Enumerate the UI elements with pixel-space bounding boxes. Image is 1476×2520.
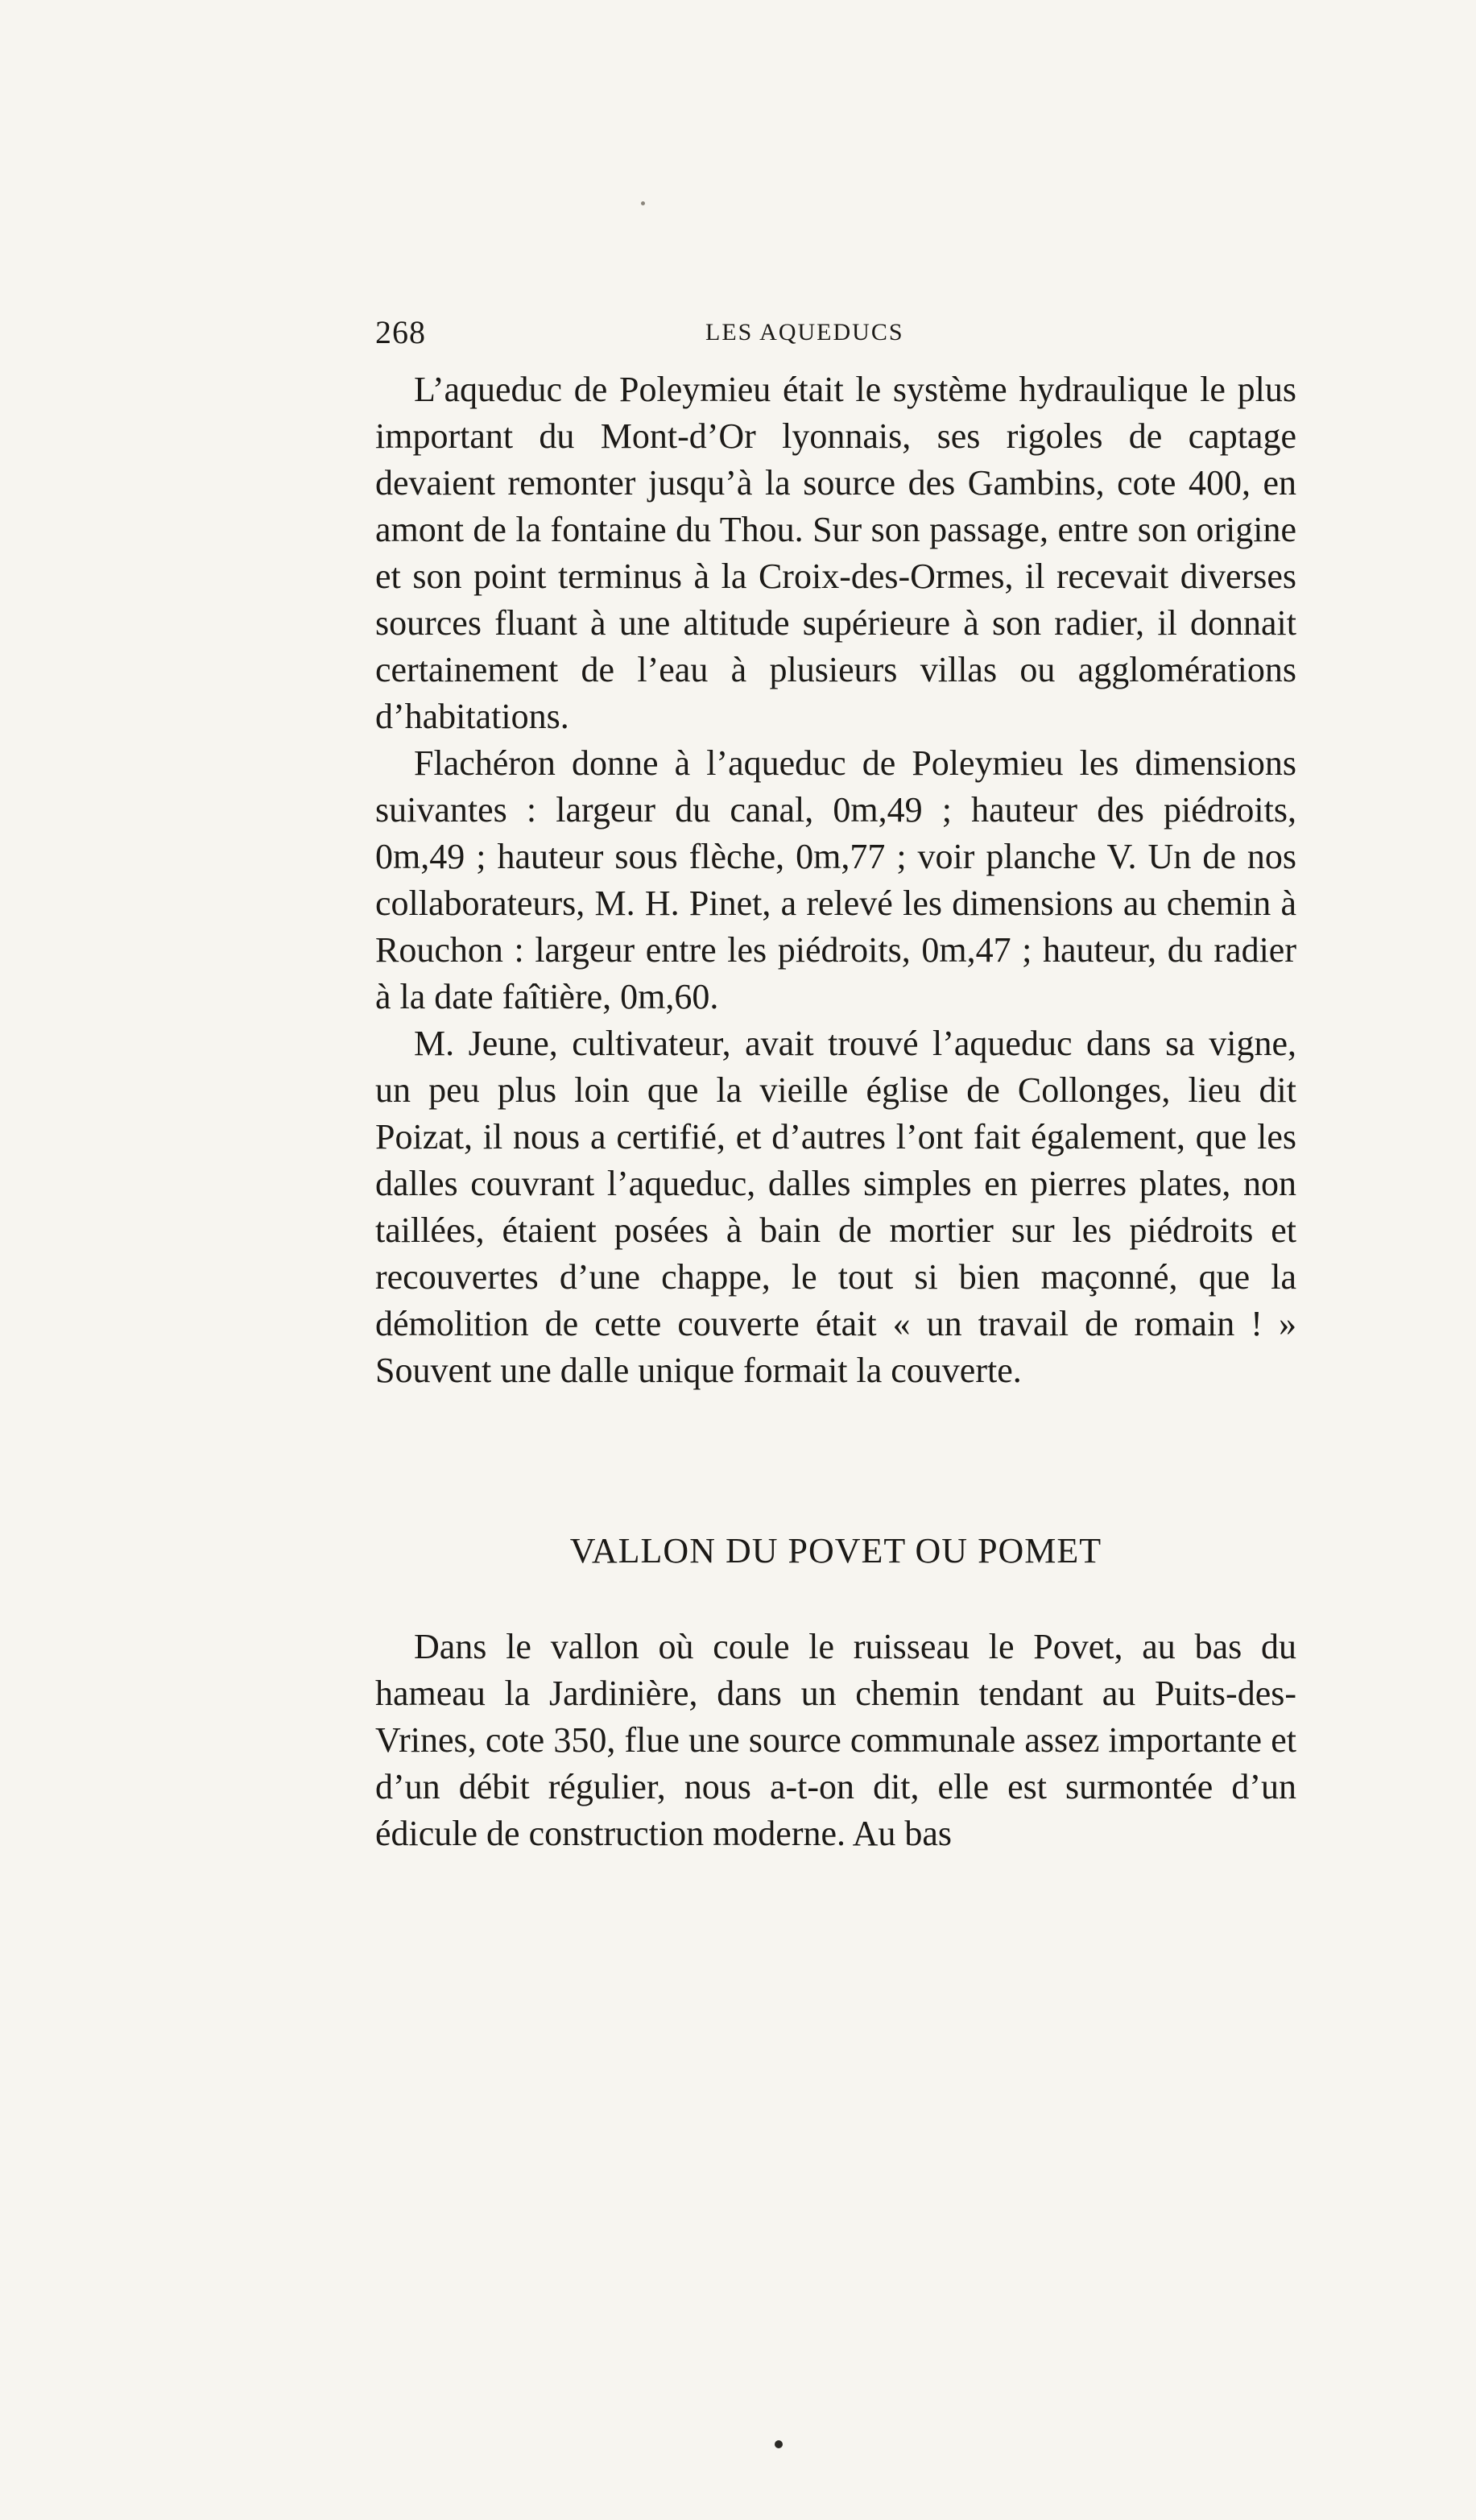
paragraph-aqueduc-poleymieu: L’aqueduc de Poleymieu était le système hydraulique le plus important du Mont-d’Or lyonnais, ses rigoles de captage devaient remonter jusqu’à la source des Gambins, cote 400, en amont de la fontaine du Thou. Sur son passage, entre son origine et son point terminus à la Croix-des-Ormes, il recevait diverses sources fluant à une altitude supérieure à son radier, il donnait certainement de l’eau à plusieurs villas ou agglomérations d’habitations. xyxy=(375,370,1296,736)
bottom-ornament-dot xyxy=(775,2440,783,2448)
paragraph-dimensions: Flachéron donne à l’aqueduc de Poleymieu les dimensions suivantes : largeur du canal, 0m,49 ; hauteur des piédroits, 0m,49 ; hauteur sous flèche, 0m,77 ; voir planche V. Un de nos collaborateurs, M. H. Pinet, a relevé les dimensions au chemin à Rouchon : largeur entre les piédroits, 0m,47 ; hauteur, du radier à la date faîtière, 0m,60. xyxy=(375,743,1296,1016)
section-heading: VALLON DU POVET OU POMET xyxy=(569,1531,1102,1570)
page-number: 268 xyxy=(375,314,426,350)
specks xyxy=(641,201,645,205)
main-text xyxy=(375,366,1296,1394)
paragraph-vallon-povet: Dans le vallon où coule le ruisseau le Povet, au bas du hameau la Jardinière, dans un chemin tendant au Puits-des-Vrines, cote 350, flue une source communale assez importante et d’un débit régulier, nous a-t-on dit, elle est surmontée d’un édicule de construction moderne. Au bas xyxy=(375,1627,1296,1853)
paragraph-m-jeune: M. Jeune, cultivateur, avait trouvé l’aqueduc dans sa vigne, un peu plus loin que la vieille église de Collonges, lieu dit Poizat, il nous a certifié, et d’autres l’ont fait également, que les dalles couvrant l’aqueduc, dalles simples en pierres plates, non taillées, étaient posées à bain de mortier sur les piédroits et recouvertes d’une chappe, le tout si bien maçonné, que la démolition de cette couverte était « un travail de romain ! » Souvent une dalle unique formait la couverte. xyxy=(375,1024,1296,1390)
running-head xyxy=(375,308,1296,357)
section-text xyxy=(375,1624,1296,1857)
running-title: LES AQUEDUCS xyxy=(705,319,904,346)
